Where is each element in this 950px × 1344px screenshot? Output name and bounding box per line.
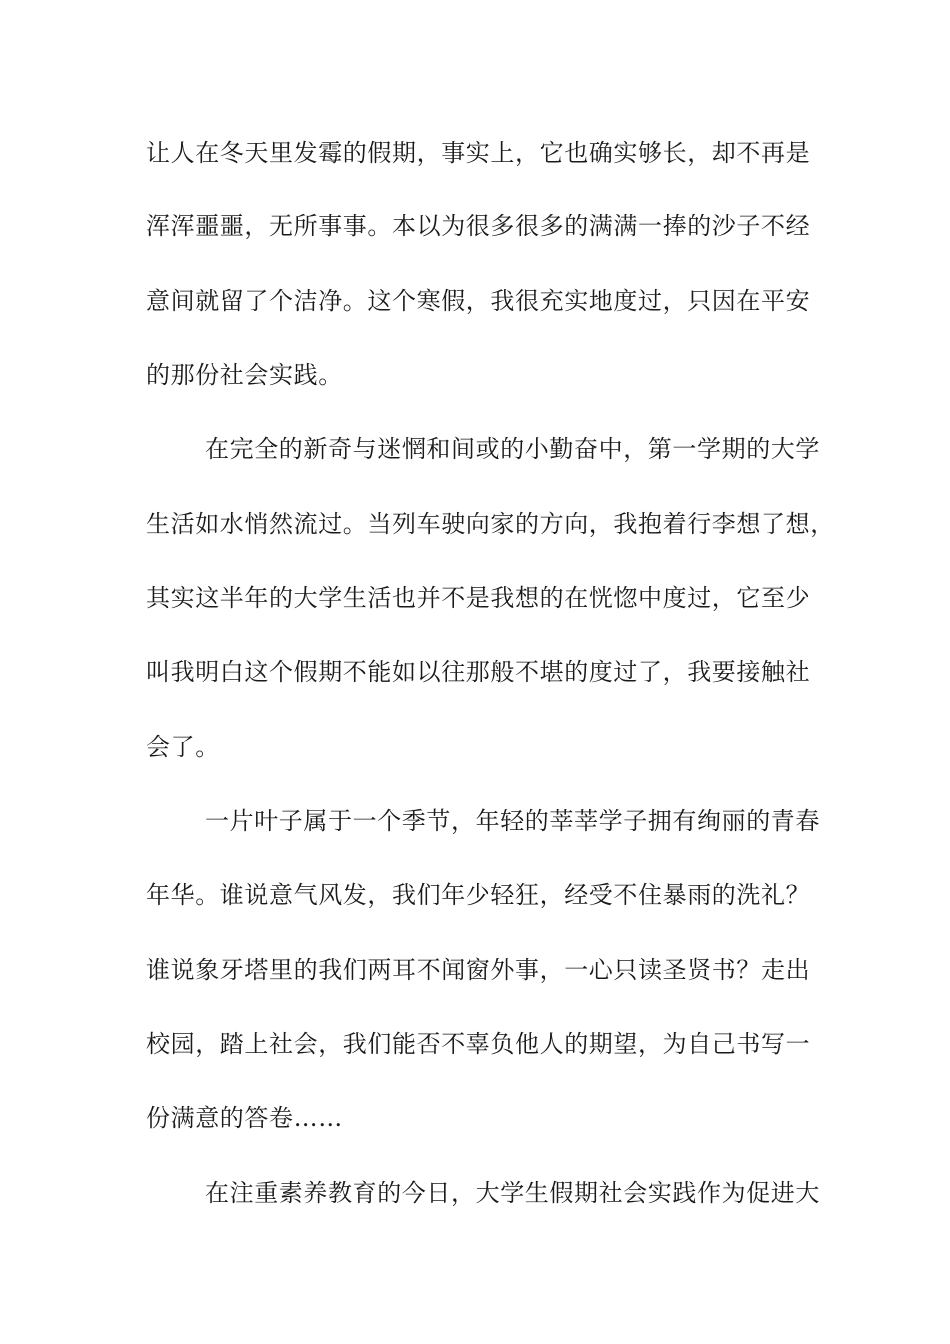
paragraph-1-line-2: 浑浑噩噩，无所事事。本以为很多很多的满满一捧的沙子不经 [146,212,811,240]
paragraph-3-line-5: 份满意的答卷…… [146,1104,343,1132]
paragraph-3-line-1: 一片叶子属于一个季节，年轻的莘莘学子拥有绚丽的青春 [205,807,820,835]
paragraph-3-line-3: 谁说象牙塔里的我们两耳不闻窗外事，一心只读圣贤书？走出 [146,956,811,984]
paragraph-2-line-5: 会了。 [146,733,220,761]
paragraph-1-line-4: 的那份社会实践。 [146,361,343,389]
paragraph-4-line-1: 在注重素养教育的今日，大学生假期社会实践作为促进大 [205,1179,820,1207]
paragraph-2-line-1: 在完全的新奇与迷惘和间或的小勤奋中，第一学期的大学 [205,435,820,463]
paragraph-3-line-4: 校园，踏上社会，我们能否不辜负他人的期望，为自己书写一 [146,1030,811,1058]
paragraph-2-line-2: 生活如水悄然流过。当列车驶向家的方向，我抱着行李想了想， [146,510,835,538]
paragraph-3-line-2: 年华。谁说意气风发，我们年少轻狂，经受不住暴雨的洗礼？ [146,881,811,909]
paragraph-2-line-4: 叫我明白这个假期不能如以往那般不堪的度过了，我要接触社 [146,658,811,686]
paragraph-1-line-1: 让人在冬天里发霉的假期，事实上，它也确实够长，却不再是 [146,139,811,167]
paragraph-2-line-3: 其实这半年的大学生活也并不是我想的在恍惚中度过，它至少 [146,584,811,612]
paragraph-1-line-3: 意间就留了个洁净。这个寒假，我很充实地度过，只因在平安 [146,287,811,315]
